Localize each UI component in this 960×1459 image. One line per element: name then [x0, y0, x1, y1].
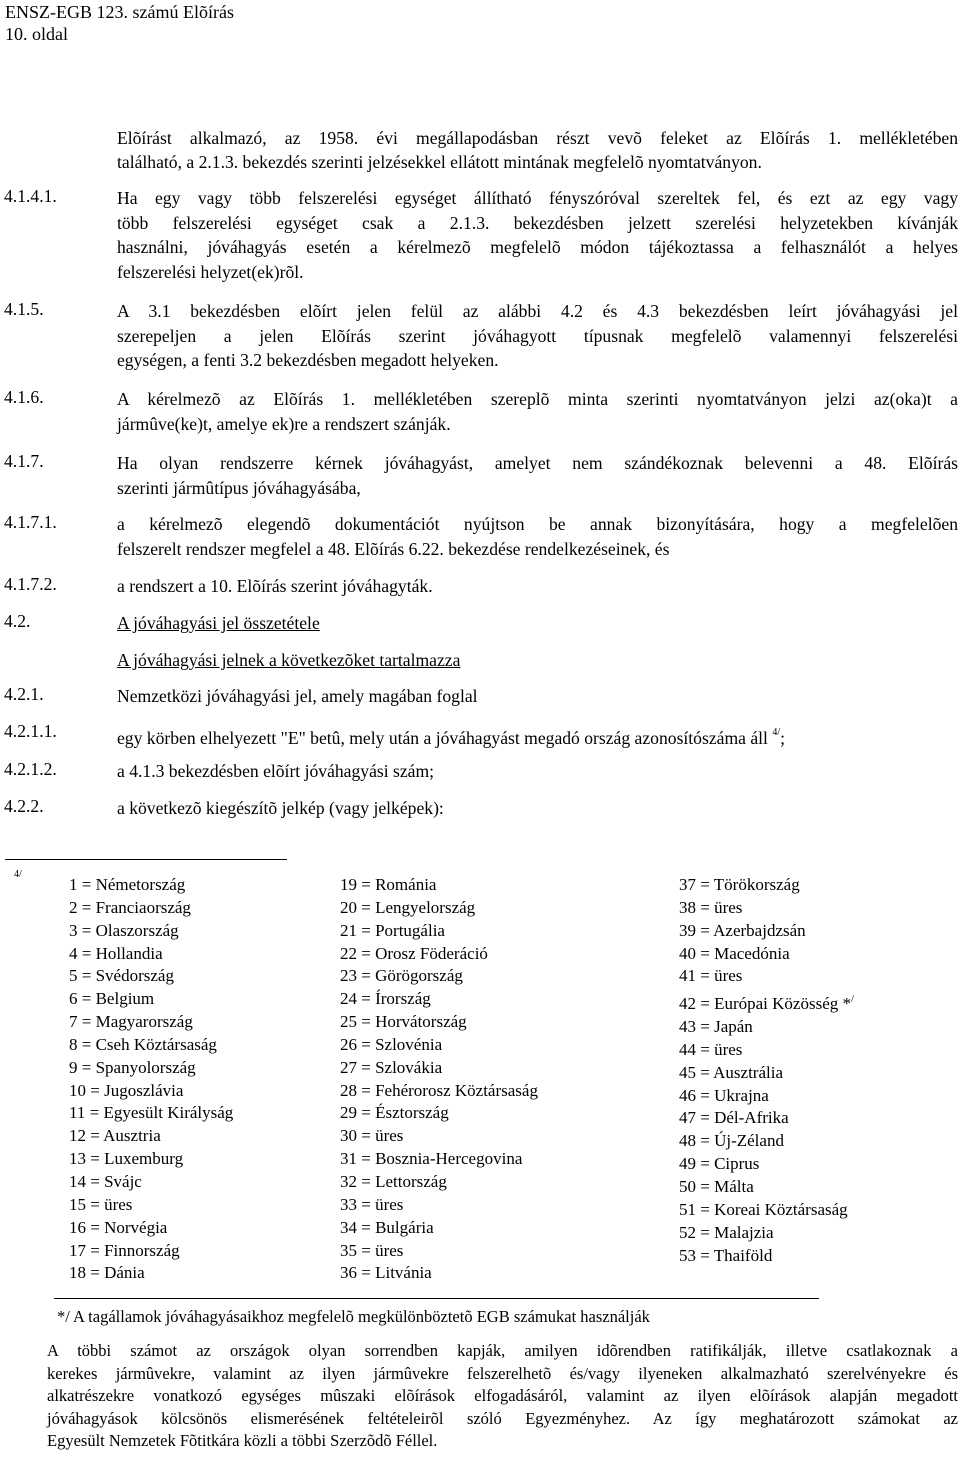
country-code-entry: 6 = Belgium	[69, 989, 155, 1009]
country-code-entry: 20 = Lengyelország	[340, 897, 476, 917]
page-header	[5, 1, 234, 45]
section-subheading: A jóváhagyási jelnek a következõket tartalmazza	[117, 650, 461, 670]
country-codes-column-2	[340, 874, 538, 1285]
country-code-entry: 14 = Svájc	[69, 1171, 142, 1191]
section-line: több felszerelési egységet csak a 2.1.3. bekezdésben jelzett szerelési helyzetekben kívánják	[117, 212, 958, 233]
country-codes-column-3	[679, 874, 854, 1267]
country-codes-column-1	[69, 874, 233, 1285]
country-code-entry: 51 = Koreai Köztársaság	[679, 1199, 848, 1219]
country-code-entry: 37 = Törökország	[679, 875, 800, 894]
country-code-entry: 33 = üres	[340, 1194, 404, 1214]
section-line: egységen, a fenti 3.2 bekezdésben megadott helyeken.	[117, 350, 499, 370]
country-code-entry: 27 = Szlovákia	[340, 1057, 443, 1077]
country-code-entry: 41 = üres	[679, 966, 743, 986]
country-code-entry: 28 = Fehérorosz Köztársaság	[340, 1080, 538, 1100]
section-line: egy körben elhelyezett "E" betû, mely után a jóváhagyást megadó ország azonosítószáma áll	[117, 728, 768, 748]
country-code-entry: 32 = Lettország	[340, 1171, 447, 1191]
section-line: a rendszert a 10. Elõírás szerint jóváhagyták.	[117, 576, 433, 596]
section-line: felszerelési helyzet(ek)rõl.	[117, 261, 304, 282]
section-line: Nemzetközi jóváhagyási jel, amely magában foglal	[117, 686, 478, 706]
section-line-tail: ;	[780, 728, 786, 748]
country-code-entry: 50 = Málta	[679, 1176, 754, 1196]
section-number: 4.1.7.	[4, 451, 44, 471]
country-code-entry: 10 = Jugoszlávia	[69, 1080, 184, 1100]
section-number: 4.1.6.	[4, 387, 44, 407]
country-code-entry: 8 = Cseh Köztársaság	[69, 1034, 217, 1054]
country-code-entry: 1 = Németország	[69, 875, 186, 894]
footnote-marker: 4/	[14, 869, 22, 880]
country-code-entry: 13 = Luxemburg	[69, 1149, 184, 1169]
section-number: 4.2.	[4, 611, 31, 631]
country-code-entry: 22 = Orosz Föderáció	[340, 943, 488, 963]
footnote-separator	[5, 859, 287, 860]
country-code-entry: 19 = Románia	[340, 875, 437, 894]
section-number: 4.2.1.1.	[4, 721, 57, 741]
country-code-entry: 40 = Macedónia	[679, 943, 790, 963]
closing-paragraph	[47, 1340, 958, 1453]
country-code-entry: 5 = Svédország	[69, 966, 174, 986]
section-line: szerepeljen a jelen Elõírás szerint jóváhagyott típusnak megfelelõ valamennyi felszerelési	[117, 325, 958, 346]
country-code-entry: 25 = Horvátország	[340, 1012, 467, 1032]
country-code-entry: 42 = Európai Közösség */	[679, 993, 855, 1014]
country-code-entry: 52 = Malajzia	[679, 1222, 774, 1242]
section-number: 4.2.1.	[4, 684, 44, 704]
country-code-entry: 26 = Szlovénia	[340, 1034, 443, 1054]
section-line: A kérelmezõ az Elõírás 1. mellékletében szereplõ minta szerinti nyomtatványon jelzi az(oka)t a	[117, 389, 958, 409]
country-code-entry: 44 = üres	[679, 1039, 743, 1059]
section-line: Ha egy vagy több felszerelési egységet állítható fényszóróval szereltek fel, és ezt az egy vagy	[117, 188, 958, 208]
country-code-entry: 2 = Franciaország	[69, 897, 191, 917]
star-footnote: */ A tagállamok jóváhagyásaikhoz megfelelõ megkülönböztetõ EGB számukat használják	[57, 1307, 650, 1326]
closing-line: A többi számot az országok olyan sorrendben kapják, amilyen idõrendben ratifikálják, illetve csatlakoznak a	[47, 1341, 958, 1360]
country-code-entry: 21 = Portugália	[340, 920, 445, 940]
closing-line: kerekes jármûvekre, valamint az ilyen jármûvekre felszerelhetõ és/vagy ilyeneken alkalmazható szerelvényekre és	[47, 1363, 958, 1383]
section-line: A 3.1 bekezdésben elõírt jelen felül az alábbi 4.2 és 4.3 bekezdésben leírt jóváhagyási jel	[117, 301, 958, 321]
section-heading: A jóváhagyási jel összetétele	[117, 613, 320, 633]
country-code-entry: 15 = üres	[69, 1194, 133, 1214]
section-number: 4.1.5.	[4, 299, 44, 319]
country-code-entry: 29 = Észtország	[340, 1103, 449, 1123]
country-code-entry: 17 = Finnország	[69, 1240, 180, 1260]
star-note-separator	[54, 1298, 819, 1299]
country-code-entry: 39 = Azerbajdzsán	[679, 920, 806, 940]
section-line: a következõ kiegészítõ jelkép (vagy jelképek):	[117, 798, 444, 818]
country-code-entry: 45 = Ausztrália	[679, 1062, 784, 1082]
country-code-entry: 9 = Spanyolország	[69, 1057, 196, 1077]
country-code-entry: 16 = Norvégia	[69, 1217, 168, 1237]
section-number: 4.1.7.1.	[4, 512, 57, 532]
country-code-entry: 36 = Litvánia	[340, 1263, 432, 1283]
country-code-entry: 24 = Írország	[340, 989, 431, 1009]
country-code-entry: 35 = üres	[340, 1240, 404, 1260]
intro-line: található, a 2.1.3. bekezdés szerinti jelzésekkel ellátott mintának megfelelõ nyomtatványon.	[117, 152, 762, 172]
section-line: felszerelt rendszer megfelel a 48. Elõírás 6.22. bekezdése rendelkezéseinek, és	[117, 538, 670, 559]
section-number: 4.1.7.2.	[4, 574, 57, 594]
closing-line: Egyesült Nemzetek Fõtitkára közli a többi Szerzõdõ Féllel.	[47, 1431, 438, 1451]
country-code-entry: 47 = Dél-Afrika	[679, 1108, 789, 1128]
section-line: a kérelmezõ elegendõ dokumentációt nyújtson be annak bizonyítására, hogy a megfelelõen	[117, 514, 958, 534]
country-code-entry: 4 = Hollandia	[69, 943, 163, 963]
footnote-reference: /	[851, 993, 855, 1006]
country-code-entry: 31 = Bosznia-Hercegovina	[340, 1149, 523, 1169]
section-line: jármûve(ke)t, amelye ek)re a rendszert szánják.	[117, 413, 451, 434]
country-code-entry: 18 = Dánia	[69, 1263, 145, 1283]
section-line: szerinti jármûtípus jóváhagyásába,	[117, 477, 361, 498]
country-code-entry: 48 = Új-Zéland	[679, 1131, 784, 1151]
country-code-entry: 3 = Olaszország	[69, 920, 179, 940]
section-number: 4.2.2.	[4, 796, 44, 816]
country-code-entry: 7 = Magyarország	[69, 1012, 193, 1032]
country-code-entry: 43 = Japán	[679, 1017, 753, 1037]
section-line: Ha olyan rendszerre kérnek jóváhagyást, amelyet nem szándékoznak belevenni a 48. Elõírás	[117, 453, 958, 473]
country-code-entry: 34 = Bulgária	[340, 1217, 434, 1237]
country-code-entry: 46 = Ukrajna	[679, 1085, 769, 1105]
closing-line: jóváhagyások kölcsönös elismerésének feltételeirõl szóló Egyezményhez. Az így meghatározott számokat az	[47, 1408, 958, 1428]
section-number: 4.2.1.2.	[4, 759, 57, 779]
section-number: 4.1.4.1.	[4, 186, 57, 206]
intro-line: Elõírást alkalmazó, az 1958. évi megállapodásban részt vevõ feleket az Elõírás 1. mellékletében	[117, 128, 958, 148]
country-code-entry: 53 = Thaiföld	[679, 1245, 773, 1265]
country-code-entry: 12 = Ausztria	[69, 1126, 161, 1146]
footnote-reference: 4/	[772, 727, 781, 738]
regulation-title: ENSZ-EGB 123. számú Elõírás	[5, 2, 234, 22]
section-line: használni, jóváhagyás esetén a kérelmezõ megfelelõ módon tájékoztassa a felhasználót a helyes	[117, 237, 958, 257]
page-number: 10. oldal	[5, 24, 68, 44]
country-code-entry: 49 = Ciprus	[679, 1154, 760, 1174]
country-code-entry: 38 = üres	[679, 897, 743, 917]
country-code-entry: 23 = Görögország	[340, 966, 463, 986]
country-code-entry: 30 = üres	[340, 1126, 404, 1146]
closing-line: alkatrészekre vonatkozó egységes mûszaki elõírások elfogadásáról, valamint az ilyen elõírások alapján megadott	[47, 1386, 958, 1406]
section-line: a 4.1.3 bekezdésben elõírt jóváhagyási szám;	[117, 761, 435, 781]
country-code-entry: 11 = Egyesült Királyság	[69, 1103, 234, 1123]
